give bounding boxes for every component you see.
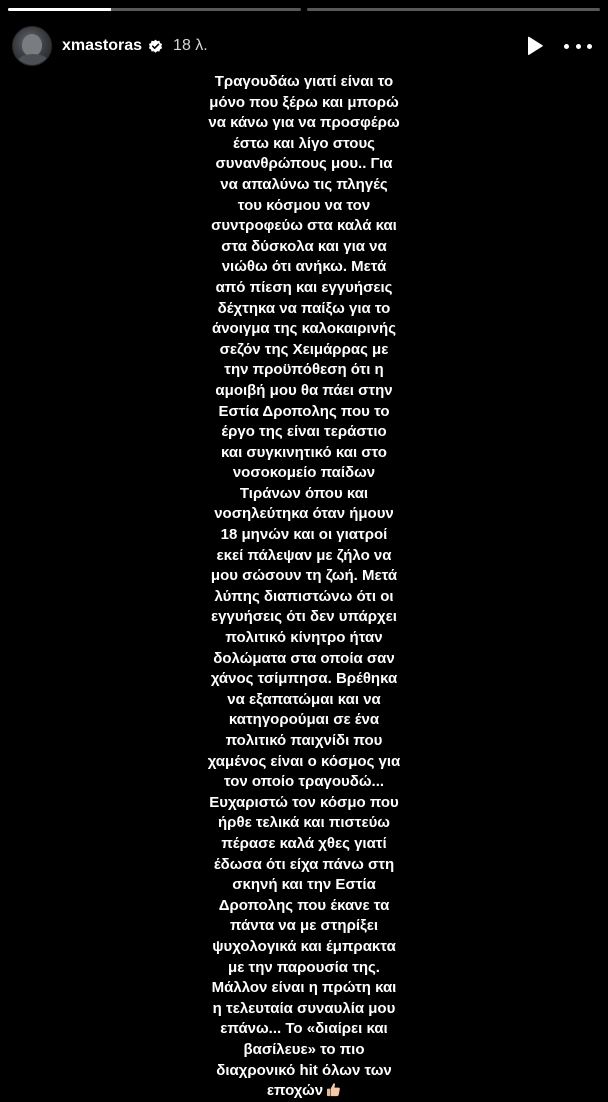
story-text-line: πέρασε καλά χθες γιατί xyxy=(221,834,387,852)
story-text-line: συντροφεύω στα καλά και xyxy=(211,217,397,235)
story-text-line: επάνω... Το «διαίρει και xyxy=(220,1020,388,1038)
avatar-shoulders xyxy=(16,54,50,66)
avatar-head xyxy=(22,34,42,56)
story-text-line: σκηνή και την Εστία xyxy=(232,876,376,894)
story-text-line: πολιτικό παιχνίδι που xyxy=(225,732,383,749)
story-text-line: μόνο που ξέρω και μπορώ xyxy=(209,93,399,111)
play-icon[interactable] xyxy=(522,34,546,58)
story-text-line: από πίεση και εγγυήσεις xyxy=(215,278,393,296)
story-text-line: χάνος τσίμπησα. Βρέθηκα xyxy=(210,670,398,688)
story-text-line: να εξαπατώμαι και να xyxy=(227,690,381,708)
story-text-line: πάντα να με στηρίξει xyxy=(229,917,379,935)
story-text-line: ψυχολογικά και έμπρακτα xyxy=(212,937,396,955)
story-text-line: να απαλύνω τις πληγές xyxy=(220,175,388,193)
story-text-line: δολώματα στα οποία σαν xyxy=(213,649,395,667)
story-text-line: Εστία Δροπολης που το xyxy=(218,402,390,420)
story-text-line: ήρθε τελικά και πιστεύω xyxy=(218,814,390,832)
story-progress-segment-1 xyxy=(8,8,301,11)
story-text-line: διαχρονικό hit όλων των xyxy=(216,1061,392,1079)
story-text-line: έδωσα ότι είχα πάνω στη xyxy=(213,855,395,873)
story-text-line: Μάλλον είναι η πρώτη και xyxy=(211,979,397,997)
avatar[interactable] xyxy=(12,26,52,66)
story-text-line: 18 μηνών και οι γιατροί xyxy=(220,526,388,544)
story-text-line: εποχών xyxy=(266,1082,324,1100)
story-text-line: έστω και λίγο στους xyxy=(233,134,375,152)
story-text-line: με την παρουσία της. xyxy=(228,958,380,976)
story-text-line: Τραγουδάω γιατί είναι το xyxy=(214,73,394,90)
story-text-line: εκεί πάλεψαν με ζήλο να xyxy=(216,546,392,564)
story-text-line: νοσηλεύτηκα όταν ήμουν xyxy=(214,505,394,523)
story-text-line: Τιράνων όπου και xyxy=(239,484,369,502)
more-options-dot xyxy=(576,44,581,49)
story-progress-fill-1 xyxy=(8,8,111,11)
story-text-line: του κόσμου να τον xyxy=(237,196,371,214)
story-text-line: λύπης διαπιστώνω ότι οι xyxy=(214,587,394,605)
story-text-last-line xyxy=(174,1081,434,1102)
story-text-line: χαμένος είναι ο κόσμος για xyxy=(207,752,401,770)
story-text-line: δέχτηκα να παίξω για το xyxy=(217,299,391,317)
verified-badge-icon xyxy=(148,39,163,54)
username[interactable]: xmastoras xyxy=(62,37,143,54)
story-progress-bars xyxy=(8,8,600,11)
story-header xyxy=(12,22,596,70)
story-text-line: έργο της είναι τεράστιο xyxy=(221,423,387,441)
story-text xyxy=(174,72,434,1102)
story-text-line: Δροπολης που έκανε τα xyxy=(218,896,390,914)
story-text-line: νιώθω ότι ανήκω. Μετά xyxy=(221,258,387,276)
story-text-line: και συγκινητικό και στο xyxy=(221,443,387,461)
story-text-line: στα δύσκολα και για να xyxy=(221,237,387,255)
story-text-line: μου σώσουν τη ζωή. Μετά xyxy=(210,567,398,585)
story-text-line: σεζόν της Χειμάρρας με xyxy=(219,340,389,358)
story-text-line: η τελευταία συναυλία μου xyxy=(212,999,396,1017)
story-text-line: άνοιγμα της καλοκαιρινής xyxy=(211,320,397,338)
story-text-line: νοσοκομείο παίδων xyxy=(232,464,376,482)
story-text-line: να κάνω για να προσφέρω xyxy=(208,114,400,132)
story-text-line: συνανθρώπους μου.. Για xyxy=(215,155,393,173)
more-options-button[interactable] xyxy=(564,34,592,58)
story-progress-segment-2 xyxy=(307,8,600,11)
story-text-line: εγγυήσεις ότι δεν υπάρχει xyxy=(211,608,397,626)
story-text-line: πολιτικό κίνητρο ήταν xyxy=(225,629,383,647)
story-text-line: αμοιβή μου θα πάει στην xyxy=(215,381,393,399)
story-text-line: την προϋπόθεση ότι η xyxy=(224,361,384,379)
thumbs-up-icon xyxy=(326,1082,341,1097)
story-text-line: Ευχαριστώ τον κόσμο που xyxy=(209,793,399,811)
story-timestamp: 18 λ. xyxy=(173,37,208,54)
more-options-dot xyxy=(587,44,592,49)
story-text-line: βασίλευε» το πιο xyxy=(243,1040,365,1058)
story-text-line: τον οποίο τραγουδώ... xyxy=(223,773,385,791)
story-text-line: κατηγορούμαι σε ένα xyxy=(228,711,380,729)
more-options-icon xyxy=(564,44,569,49)
